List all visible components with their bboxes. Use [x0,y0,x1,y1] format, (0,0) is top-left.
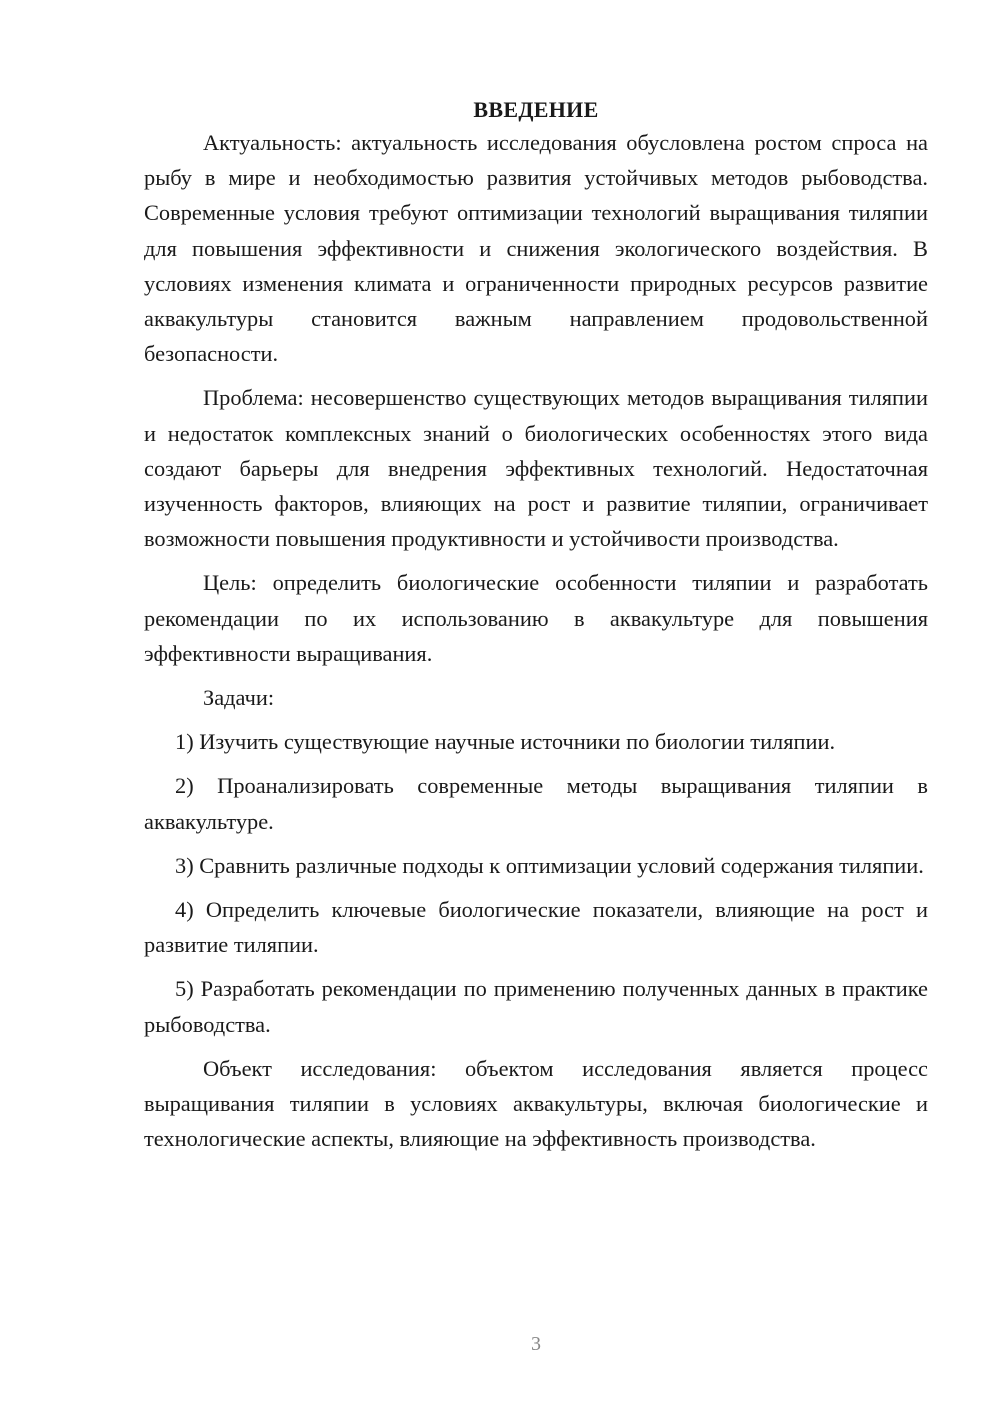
tasks-label: Задачи: [203,685,275,711]
task-item: 3) Сравнить различные подходы к оптимизации условий содержания тиляпии. [175,852,924,878]
page-number: 3 [531,1333,541,1355]
task-item: 5) Разработать рекомендации по применению полученных данных в практике рыбоводства. [144,976,928,1037]
goal-paragraph: Цель: определить биологические особенности тиляпии и разработать рекомендации по их использованию в аквакультуре для повышения эффективности выращивания. [144,570,928,666]
task-item: 4) Определить ключевые биологические показатели, влияющие на рост и развитие тиляпии. [144,897,928,958]
task-item: 1) Изучить существующие научные источники по биологии тиляпии. [175,729,836,755]
problem-paragraph: Проблема: несовершенство существующих методов выращивания тиляпии и недостаток комплексных знаний о биологических особенностях этого вида создают барьеры для внедрения эффективных технологий. Недостаточная изученность факторов, влияющих на рост и развитие тиляпии, ограничивает возможности повышения продуктивности и устойчивости производства. [144,385,928,552]
document-page [144,92,928,1165]
section-heading: ВВЕДЕНИЕ [473,97,599,122]
object-paragraph: Объект исследования: объектом исследования является процесс выращивания тиляпии в условиях аквакультуры, включая биологические и технологические аспекты, влияющие на эффективность производства. [144,1055,928,1152]
task-item: 2) Проанализировать современные методы выращивания тиляпии в аквакультуре. [144,773,928,834]
relevance-paragraph: Актуальность: актуальность исследования обусловлена ростом спроса на рыбу в мире и необходимостью развития устойчивых методов рыбоводства. Современные условия требуют оптимизации технологий выращивания тиляпии для повышения эффективности и снижения экологического воздействия. В условиях изменения климата и ограниченности природных ресурсов развитие аквакультуры становится важным направлением продовольственной безопасности. [144,130,928,367]
